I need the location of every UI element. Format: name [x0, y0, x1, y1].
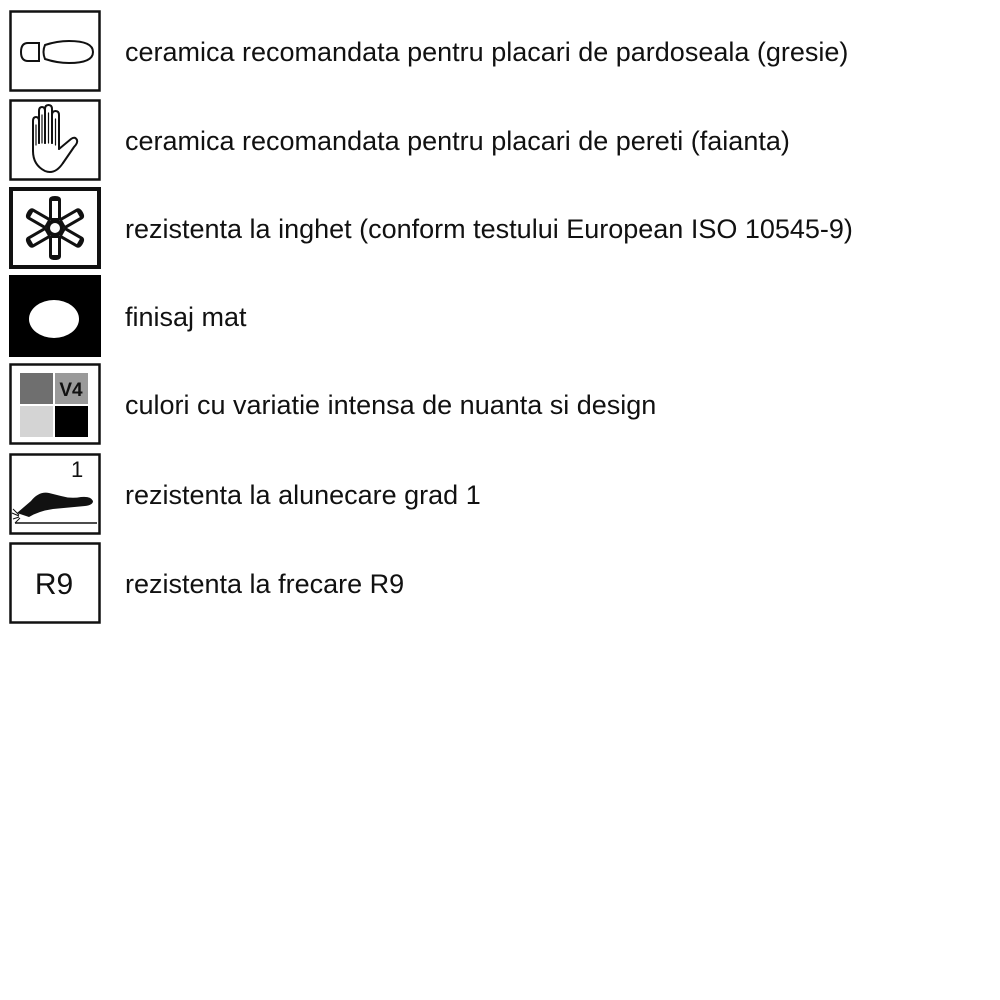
legend-label: culori cu variatie intensa de nuanta si design — [125, 390, 657, 420]
slip-grade-badge: 1 — [71, 457, 84, 482]
abrasion-r9-icon — [9, 542, 101, 624]
legend-item-frost — [0, 185, 1000, 275]
legend-item-color-variation — [0, 361, 1000, 451]
foot-shoe-sole-icon — [9, 10, 101, 92]
legend-item-slip — [0, 451, 1000, 541]
color-variation-badge: V4 — [59, 380, 83, 401]
legend-item-floor — [0, 8, 1000, 98]
legend-label: rezistenta la frecare R9 — [125, 569, 405, 599]
legend-item-r9 — [0, 540, 1000, 630]
snowflake-asterisk-icon — [9, 187, 101, 269]
hand-icon — [9, 99, 101, 181]
matte-finish-icon — [9, 275, 101, 357]
legend-label: rezistenta la alunecare grad 1 — [125, 480, 481, 510]
legend-label: finisaj mat — [125, 302, 247, 332]
legend-label: ceramica recomandata pentru placari de pereti (faianta) — [125, 126, 790, 156]
legend-item-matte — [0, 273, 1000, 363]
slip-resistance-shoe-icon — [9, 453, 101, 535]
color-variation-icon — [9, 363, 101, 445]
legend-label: ceramica recomandata pentru placari de pardoseala (gresie) — [125, 37, 849, 67]
legend-label: rezistenta la inghet (conform testului European ISO 10545-9) — [125, 214, 853, 244]
r9-badge: R9 — [34, 568, 74, 601]
legend-item-wall — [0, 97, 1000, 187]
